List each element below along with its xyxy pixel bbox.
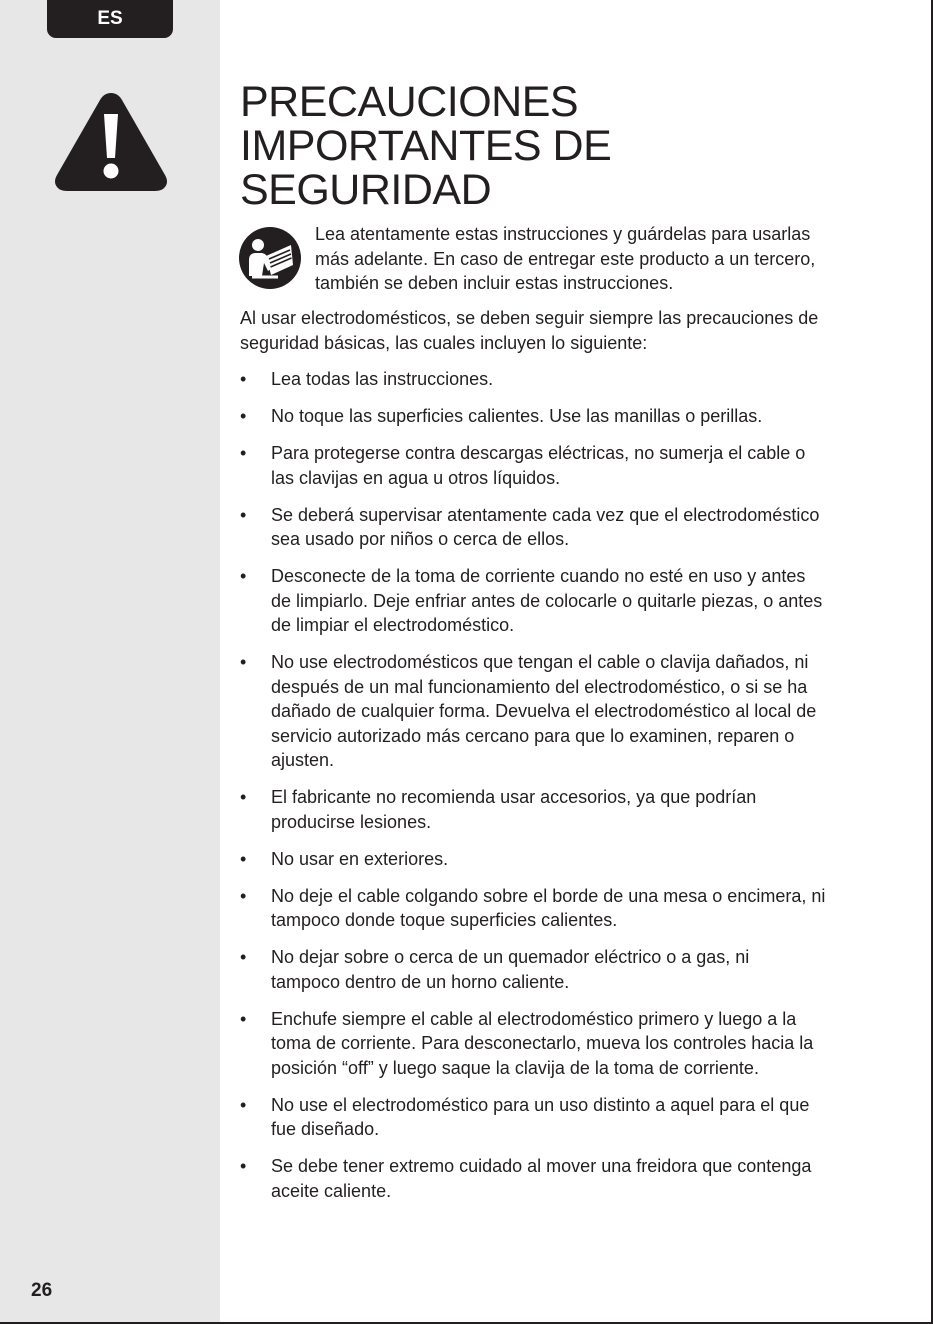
list-item-line: tampoco donde toque superficies calientes. bbox=[271, 910, 618, 930]
list-item-line: Para protegerse contra descargas eléctricas, no sumerja el cable o bbox=[271, 443, 806, 463]
bullet-point-icon: • bbox=[240, 1008, 247, 1029]
list-item bbox=[240, 564, 880, 638]
list-item bbox=[240, 1154, 880, 1203]
list-item-line: tampoco dentro de un horno caliente. bbox=[271, 971, 570, 992]
bullet-point-icon: • bbox=[240, 787, 247, 807]
list-item-line: No dejar sobre o cerca de un quemador eléctrico o a gas, ni bbox=[271, 947, 750, 967]
list-item-line: Lea todas las instrucciones. bbox=[271, 369, 494, 389]
list-item bbox=[240, 785, 880, 834]
read-manual-icon bbox=[238, 226, 302, 290]
text-line: también se deben incluir estas instrucciones. bbox=[315, 273, 674, 293]
list-item-line: Se deberá supervisar atentamente cada vez que el electrodoméstico bbox=[271, 504, 820, 525]
list-item-line: las clavijas en agua u otros líquidos. bbox=[271, 467, 561, 488]
list-item-line: aceite caliente. bbox=[271, 1180, 392, 1201]
list-item bbox=[240, 847, 880, 872]
list-item-line: producirse lesiones. bbox=[271, 811, 432, 832]
text-line: más adelante. En caso de entregar este producto a un tercero, bbox=[315, 248, 816, 269]
list-item-line: Se debe tener extremo cuidado al mover una freidora que contenga bbox=[271, 1156, 812, 1176]
list-item-line: de limpiarlo. Deje enfriar antes de colocarle o quitarle piezas, o antes bbox=[271, 590, 823, 611]
list-item-line: posición “off” y luego saque la clavija de la toma de corriente. bbox=[271, 1057, 759, 1078]
read-instructions-text bbox=[315, 222, 875, 296]
text-line: seguridad básicas, las cuales incluyen lo siguiente: bbox=[240, 332, 648, 353]
list-item-line: No use el electrodoméstico para un uso distinto a aquel para el que bbox=[271, 1094, 810, 1115]
bullet-point-icon: • bbox=[240, 652, 247, 672]
bullet-point-icon: • bbox=[240, 369, 247, 389]
warning-triangle-icon bbox=[52, 87, 170, 193]
list-item bbox=[240, 945, 880, 994]
safety-precautions-list bbox=[240, 367, 880, 1203]
bullet-point-icon: • bbox=[240, 885, 247, 906]
list-item bbox=[240, 884, 880, 933]
bullet-point-icon: • bbox=[240, 1156, 247, 1176]
bullet-point-icon: • bbox=[240, 504, 247, 525]
list-item-line: Desconecte de la toma de corriente cuando no esté en uso y antes bbox=[271, 566, 806, 586]
title-line: PRECAUCIONES bbox=[240, 78, 579, 126]
list-item-line: Enchufe siempre el cable al electrodoméstico primero y luego a la bbox=[271, 1008, 797, 1029]
list-item-line: ajusten. bbox=[271, 750, 335, 770]
list-item-line: toma de corriente. Para desconectarlo, mueva los controles hacia la bbox=[271, 1033, 814, 1053]
list-item-line: El fabricante no recomienda usar accesorios, ya que podrían bbox=[271, 787, 757, 807]
page-title bbox=[240, 80, 880, 212]
list-item-line: No use electrodomésticos que tengan el cable o clavija dañados, ni bbox=[271, 652, 809, 672]
list-item-line: de limpiar el electrodoméstico. bbox=[271, 615, 515, 635]
list-item-line: servicio autorizado más cercano para que lo examinen, reparen o bbox=[271, 725, 795, 746]
list-item-line: dañado de cualquier forma. Devuelva el electrodoméstico al local de bbox=[271, 701, 817, 721]
text-line: Lea atentamente estas instrucciones y guárdelas para usarlas bbox=[315, 224, 811, 244]
list-item bbox=[240, 367, 880, 392]
bullet-point-icon: • bbox=[240, 848, 247, 869]
list-item-line: sea usado por niños o cerca de ellos. bbox=[271, 529, 570, 549]
bullet-point-icon: • bbox=[240, 1094, 247, 1115]
list-item bbox=[240, 1093, 880, 1142]
list-item bbox=[240, 503, 880, 552]
list-item bbox=[240, 650, 880, 773]
sidebar bbox=[0, 0, 220, 1324]
list-item bbox=[240, 1007, 880, 1081]
list-item bbox=[240, 441, 880, 490]
list-item-line: después de un mal funcionamiento del electrodoméstico, o si se ha bbox=[271, 676, 808, 697]
text-line: Al usar electrodomésticos, se deben seguir siempre las precauciones de bbox=[240, 308, 819, 328]
main-content bbox=[240, 80, 880, 1216]
bullet-point-icon: • bbox=[240, 443, 247, 463]
list-item-line: No deje el cable colgando sobre el borde de una mesa o encimera, ni bbox=[271, 885, 826, 906]
list-item-line: fue diseñado. bbox=[271, 1119, 380, 1139]
intro-paragraph bbox=[240, 306, 880, 355]
page-number: 26 bbox=[31, 1280, 53, 1301]
read-instructions-block bbox=[240, 222, 880, 298]
list-item bbox=[240, 404, 880, 429]
bullet-point-icon: • bbox=[240, 947, 247, 967]
title-line: SEGURIDAD bbox=[240, 166, 492, 214]
title-line: IMPORTANTES DE bbox=[240, 122, 612, 170]
bullet-point-icon: • bbox=[240, 566, 247, 586]
list-item-line: No usar en exteriores. bbox=[271, 848, 449, 869]
bullet-point-icon: • bbox=[240, 406, 247, 426]
list-item-line: No toque las superficies calientes. Use las manillas o perillas. bbox=[271, 406, 763, 426]
language-tab: ES bbox=[47, 0, 173, 38]
